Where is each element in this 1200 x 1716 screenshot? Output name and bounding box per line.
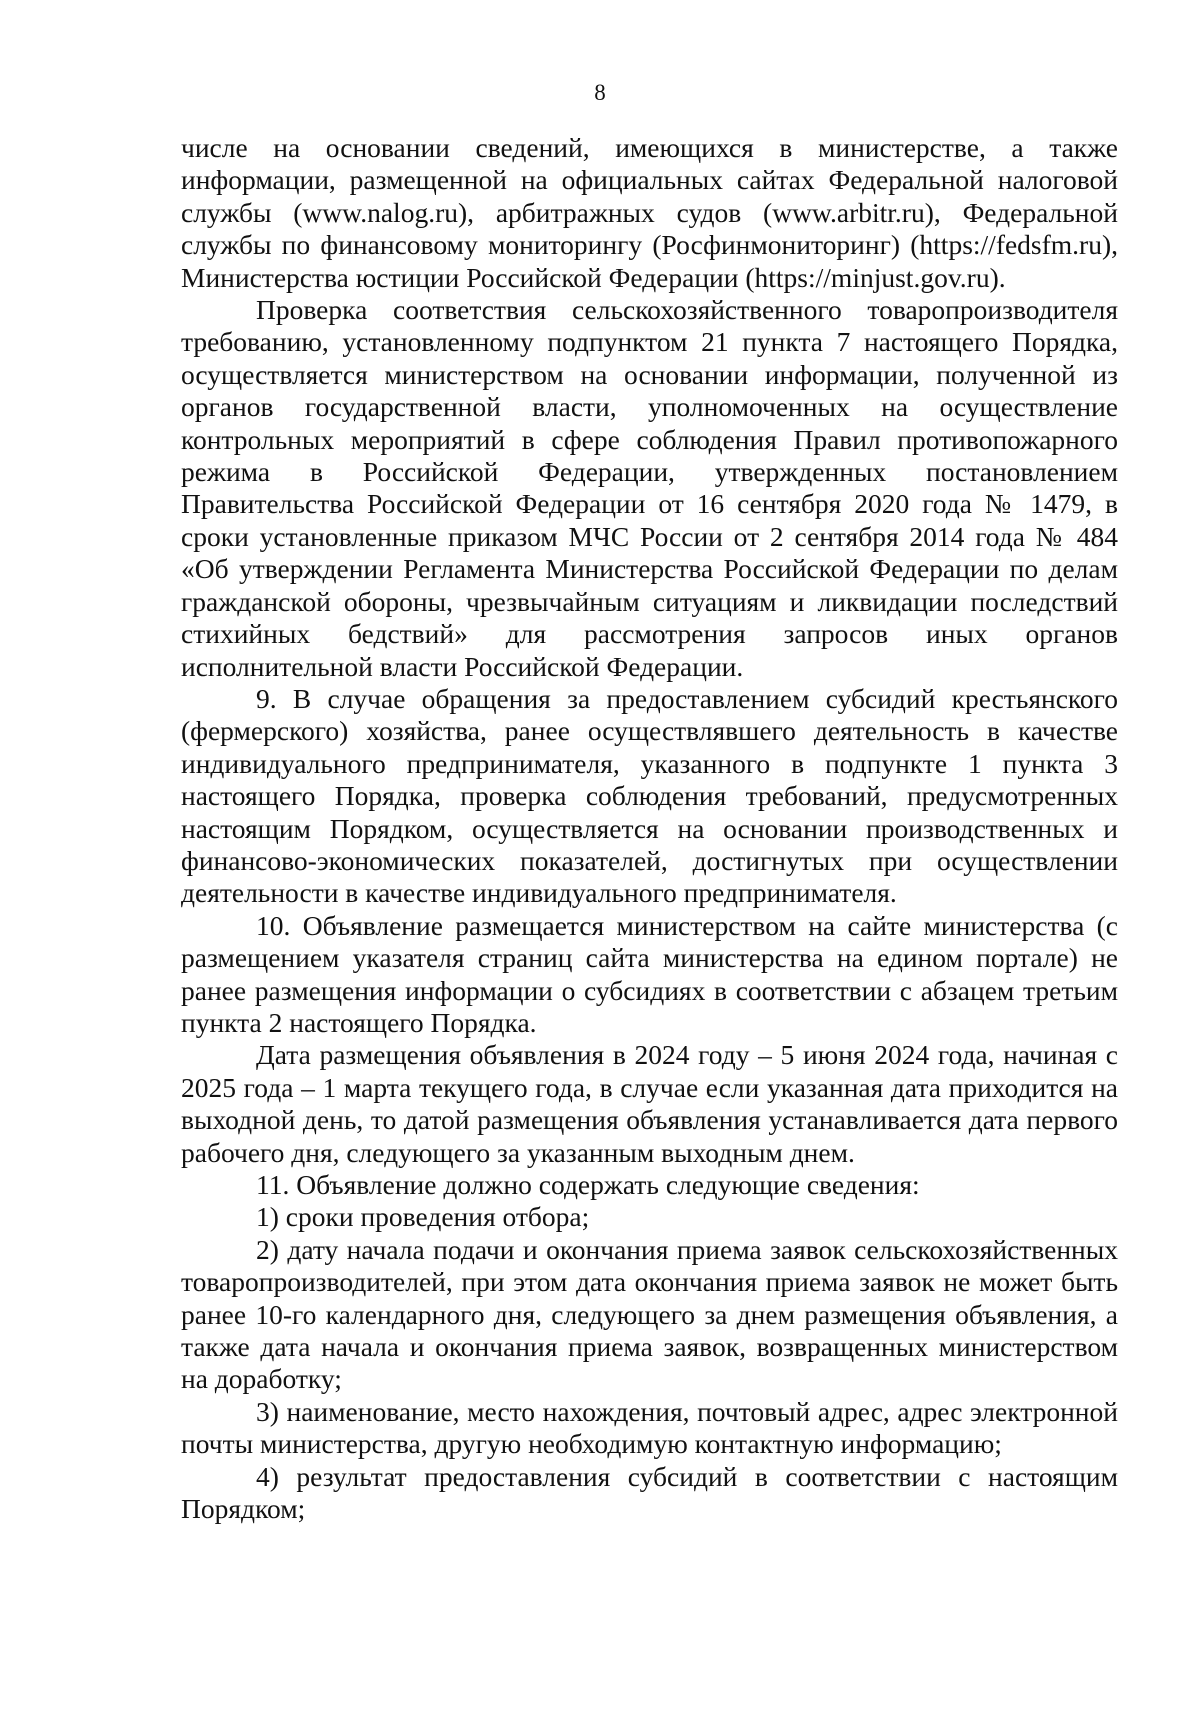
paragraph-continuation: числе на основании сведений, имеющихся в министерстве, а также информации, размещенной на официальных сайтах Федеральной налоговой службы (www.nalog.ru), арбитражных судов (www.arbitr.ru), Федеральной службы по финансовому мониторингу (Росфинмониторинг) (https://fedsfm.ru), Министерства юстиции Российской Федерации (https://minjust.gov.ru). — [181, 132, 1118, 293]
list-item-3: 3) наименование, место нахождения, почтовый адрес, адрес электронной почты министерства, другую необходимую контактную информацию; — [181, 1395, 1118, 1460]
page-number: 8 — [594, 80, 606, 105]
list-item-4: 4) результат предоставления субсидий в соответствии с настоящим Порядком; — [181, 1460, 1118, 1525]
list-item-1: 1) сроки проведения отбора; — [256, 1201, 590, 1233]
paragraph-item-9: 9. В случае обращения за предоставлением субсидий крестьянского (фермерского) хозяйства, ранее осуществлявшего деятельность в качестве индивидуального предпринимателя, указанного в подпункте 1 пункта 3 настоящего Порядка, проверка соблюдения требований, предусмотренных настоящим Порядком, осуществляется на основании производственных и финансово-экономических показателей, достигнутых при осуществлении деятельности в качестве индивидуального предпринимателя. — [181, 682, 1118, 909]
document-body — [181, 132, 1118, 1525]
list-item-2: 2) дату начала подачи и окончания приема заявок сельскохозяйственных товаропроизводителей, при этом дата окончания приема заявок не может быть ранее 10-го календарного дня, следующего за днем размещения объявления, а также дата начала и окончания приема заявок, возвращенных министерством на доработку; — [181, 1233, 1118, 1395]
paragraph-fire-safety-check: Проверка соответствия сельскохозяйственного товаропроизводителя требованию, установленному подпунктом 21 пункта 7 настоящего Порядка, осуществляется министерством на основании информации, полученной из органов государственной власти, уполномоченных на осуществление контрольных мероприятий в сфере соблюдения Правил противопожарного режима в Российской Федерации, утвержденных постановлением Правительства Российской Федерации от 16 сентября 2020 года № 1479, в сроки установленные приказом МЧС России от 2 сентября 2014 года № 484 «Об утверждении Регламента Министерства Российской Федерации по делам гражданской обороны, чрезвычайным ситуациям и ликвидации последствий стихийных бедствий» для рассмотрения запросов иных органов исполнительной власти Российской Федерации. — [181, 294, 1118, 682]
paragraph-item-10: 10. Объявление размещается министерством на сайте министерства (с размещением указателя страниц сайта министерства на едином портале) не ранее размещения информации о субсидиях в соответствии с абзацем третьим пункта 2 настоящего Порядка. — [181, 909, 1118, 1038]
paragraph-publication-date: Дата размещения объявления в 2024 году – 5 июня 2024 года, начиная с 2025 года – 1 марта текущего года, в случае если указанная дата приходится на выходной день, то датой размещения объявления устанавливается дата первого рабочего дня, следующего за указанным выходным днем. — [181, 1039, 1118, 1168]
paragraph-item-11: 11. Объявление должно содержать следующие сведения: — [256, 1169, 920, 1200]
